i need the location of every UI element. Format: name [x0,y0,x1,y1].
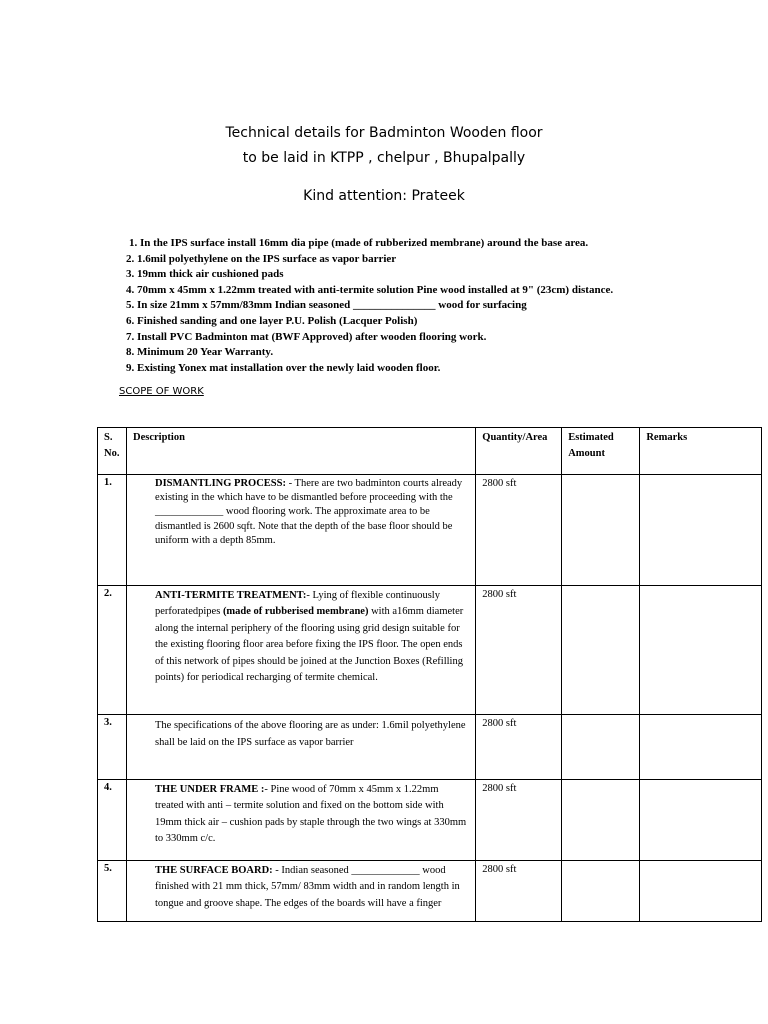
row-sno: 3. [98,715,127,780]
requirements-list [126,236,613,376]
requirement-item: 2. 1.6mil polyethylene on the IPS surface as vapor barrier [126,252,397,265]
scope-of-work-table [97,427,762,922]
row-remarks [640,780,762,861]
row-description [127,715,476,780]
header-remarks: Remarks [640,428,762,475]
table-header-row [98,428,762,475]
requirement-item: 1. In the IPS surface install 16mm dia pipe (made of rubberized membrane) around the base area. [129,237,589,249]
row-quantity: 2800 sft [476,715,562,780]
header-description: Description [127,428,476,475]
row-remarks [640,861,762,922]
attention-line: Kind attention: Prateek [303,188,465,204]
scope-of-work-heading: SCOPE OF WORK [119,386,204,397]
row-heading: ANTI-TERMITE TREATMENT: [155,590,307,601]
row-sno: 5. [98,861,127,922]
row-text: The specifications of the above flooring are as under: 1.6mil polyethylene shall be laid on the IPS surface as vapor barrier [155,720,466,748]
row-description [127,586,476,715]
document-title-line1: Technical details for Badminton Wooden floor [225,125,543,141]
row-text: - Pine wood of 70mm x 45mm x 1.22mm treated with anti – termite solution and fixed on the bottom side with 19mm thick air – cushion pads by staple through the two wings at 330mm to 330mm c/c. [155,784,467,845]
requirement-item: 5. In size 21mm x 57mm/83mm Indian seasoned _______________ wood for surfacing [126,299,527,312]
row-sno: 2. [98,586,127,715]
header-quantity: Quantity/Area [476,428,562,475]
table-row [98,475,762,586]
row-description [127,861,476,922]
requirement-item: 6. Finished sanding and one layer P.U. Polish (Lacquer Polish) [126,314,418,327]
header-sno: S. No. [98,428,127,475]
row-estimated-amount [562,715,640,780]
row-description [127,475,476,586]
row-remarks [640,475,762,586]
requirement-item: 3. 19mm thick air cushioned pads [126,268,284,281]
header-estimated-amount: Estimated Amount [562,428,640,475]
row-text: - Indian seasoned _____________ wood finished with 21 mm thick, 57mm/ 83mm width and in random length in tongue and groove shape. The edges of the boards will have a finger [155,865,460,909]
row-heading: THE SURFACE BOARD: [155,865,273,876]
row-text: - There are two badminton courts already existing in the which have to be dismantled before proceeding with the _____________ wood flooring work. The approximate area to be dismantled is 2600 sqft. Note that the depth of the base floor should be uniform with a depth 85mm. [155,478,463,546]
row-quantity: 2800 sft [476,475,562,586]
row-sno: 1. [98,475,127,586]
requirement-item: 9. Existing Yonex mat installation over the newly laid wooden floor. [126,361,441,374]
table-row [98,861,762,922]
document-title-line2: to be laid in KTPP , chelpur , Bhupalpally [242,150,526,166]
row-sno: 4. [98,780,127,861]
table-row [98,780,762,861]
requirement-item: 8. Minimum 20 Year Warranty. [126,346,274,359]
table-row [98,715,762,780]
row-estimated-amount [562,475,640,586]
requirement-item: 7. Install PVC Badminton mat (BWF Approved) after wooden flooring work. [126,330,487,343]
row-quantity: 2800 sft [476,780,562,861]
row-quantity: 2800 sft [476,586,562,715]
row-description [127,780,476,861]
row-text: - Lying of flexible continuously perforatedpipes [155,590,440,618]
table-row [98,586,762,715]
row-bold-text: (made of rubberised membrane) [222,606,369,618]
row-heading: DISMANTLING PROCESS: [155,478,286,489]
requirement-item: 4. 70mm x 45mm x 1.22mm treated with anti-termite solution Pine wood installed at 9" (23cm) distance. [126,283,614,296]
row-estimated-amount [562,780,640,861]
row-quantity: 2800 sft [476,861,562,922]
row-estimated-amount [562,861,640,922]
row-text: with a16mm diameter along the internal periphery of the flooring using grid design suitable for the existing flooring floor area before fixing the IPS floor. The open ends of this network of pipes should be joined at the Junction Boxes (Refilling points) for periodical recharging of termite chemical. [155,606,464,684]
row-heading: THE UNDER FRAME : [155,784,265,795]
row-remarks [640,715,762,780]
row-remarks [640,586,762,715]
row-estimated-amount [562,586,640,715]
